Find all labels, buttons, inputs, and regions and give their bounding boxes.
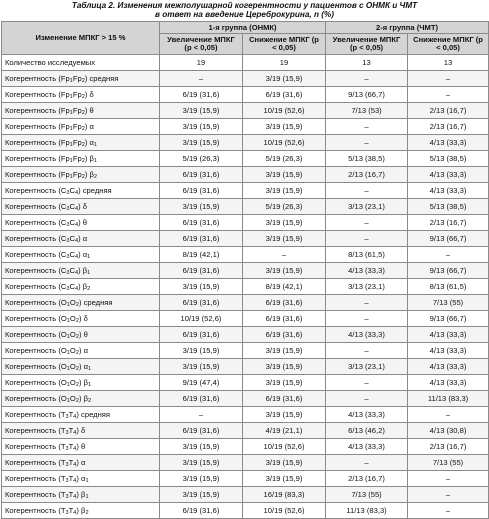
table-cell: – bbox=[408, 71, 489, 87]
row-label: Когерентность $(O_1O_2)$ α bbox=[2, 343, 160, 359]
table-row bbox=[2, 423, 489, 439]
row-label: Когерентность $(C_3C_4)$ δ bbox=[2, 199, 160, 215]
table-cell: 4/13 (33,3) bbox=[326, 439, 408, 455]
table-cell: – bbox=[408, 407, 489, 423]
table-row bbox=[2, 183, 489, 199]
row-label: Когерентность $(Fp_1Fp_2)$ $\beta_2$ bbox=[2, 167, 160, 183]
table-cell: – bbox=[408, 487, 489, 503]
table-cell: 5/13 (38,5) bbox=[326, 151, 408, 167]
table-cell: 3/19 (15,9) bbox=[160, 439, 243, 455]
table-row bbox=[2, 119, 489, 135]
table-cell: 6/19 (31,6) bbox=[160, 183, 243, 199]
table-cell: – bbox=[326, 231, 408, 247]
table-cell: 5/19 (26,3) bbox=[160, 151, 243, 167]
table-cell: – bbox=[326, 183, 408, 199]
table-cell: 6/19 (31,6) bbox=[160, 423, 243, 439]
table-cell: 6/19 (31,6) bbox=[243, 327, 326, 343]
table-cell: 3/19 (15,9) bbox=[243, 455, 326, 471]
row-label: Когерентность $(T_3T_4)$ θ bbox=[2, 439, 160, 455]
table-cell: 9/13 (66,7) bbox=[326, 87, 408, 103]
table-cell: 8/19 (42,1) bbox=[160, 247, 243, 263]
table-cell: 5/13 (38,5) bbox=[408, 199, 489, 215]
row-label: Когерентность $(Fp_1Fp_2)$ δ bbox=[2, 87, 160, 103]
table-row bbox=[2, 487, 489, 503]
table-cell: 19 bbox=[160, 55, 243, 71]
table-row bbox=[2, 135, 489, 151]
table-row bbox=[2, 151, 489, 167]
table-cell: 3/19 (15,9) bbox=[243, 263, 326, 279]
table-cell: 3/19 (15,9) bbox=[243, 471, 326, 487]
table-cell: 5/19 (26,3) bbox=[243, 151, 326, 167]
row-label: Когерентность $(O_1O_2)$ средняя bbox=[2, 295, 160, 311]
table-cell: 3/19 (15,9) bbox=[243, 167, 326, 183]
table-cell: – bbox=[326, 71, 408, 87]
table-row bbox=[2, 71, 489, 87]
header-change-label: Изменение МПКГ > 15 % bbox=[2, 22, 160, 55]
table-cell: – bbox=[326, 135, 408, 151]
row-label: Когерентность $(O_1O_2)$ $\beta_1$ bbox=[2, 375, 160, 391]
caption-line-1: Таблица 2. Изменения межполушарной когерентности у пациентов с ОНМК и ЧМТ bbox=[71, 1, 418, 10]
table-row bbox=[2, 55, 489, 71]
table-cell: 3/19 (15,9) bbox=[243, 359, 326, 375]
row-label: Когерентность $(Fp_1Fp_2)$ средняя bbox=[2, 71, 160, 87]
row-label: Когерентность $(C_3C_4)$ средняя bbox=[2, 183, 160, 199]
table-cell: 5/19 (26,3) bbox=[243, 199, 326, 215]
table-body bbox=[2, 55, 489, 519]
table-cell: 13 bbox=[326, 55, 408, 71]
table-row bbox=[2, 343, 489, 359]
table-cell: 9/13 (66,7) bbox=[408, 231, 489, 247]
table-cell: 4/13 (33,3) bbox=[326, 407, 408, 423]
row-label: Когерентность $(O_1O_2)$ $\alpha_1$ bbox=[2, 359, 160, 375]
row-label: Когерентность $(T_3T_4)$ α bbox=[2, 455, 160, 471]
table-cell: – bbox=[408, 503, 489, 519]
table-cell: 4/13 (33,3) bbox=[326, 263, 408, 279]
table-cell: 7/13 (55) bbox=[408, 295, 489, 311]
table-cell: 6/19 (31,6) bbox=[160, 295, 243, 311]
row-label: Когерентность $(T_3T_4)$ средняя bbox=[2, 407, 160, 423]
row-label: Когерентность $(C_3C_4)$ α bbox=[2, 231, 160, 247]
table-cell: 3/19 (15,9) bbox=[243, 119, 326, 135]
table-cell: – bbox=[408, 87, 489, 103]
table-cell: 13 bbox=[408, 55, 489, 71]
table-cell: 4/19 (21,1) bbox=[243, 423, 326, 439]
table-cell: 9/13 (66,7) bbox=[408, 263, 489, 279]
table-cell: 3/19 (15,9) bbox=[160, 343, 243, 359]
row-label: Когерентность $(O_1O_2)$ θ bbox=[2, 327, 160, 343]
table-cell: 16/19 (83,3) bbox=[243, 487, 326, 503]
row-label: Количество исследуемых bbox=[2, 55, 160, 71]
table-cell: 2/13 (16,7) bbox=[326, 471, 408, 487]
table-row bbox=[2, 215, 489, 231]
table-cell: 3/19 (15,9) bbox=[160, 471, 243, 487]
table-row bbox=[2, 391, 489, 407]
table-cell: 6/19 (31,6) bbox=[243, 391, 326, 407]
table-row bbox=[2, 359, 489, 375]
row-label: Когерентность $(C_3C_4)$ $\alpha_1$ bbox=[2, 247, 160, 263]
table-cell: 3/13 (23,1) bbox=[326, 199, 408, 215]
table-row bbox=[2, 231, 489, 247]
row-label: Когерентность $(C_3C_4)$ $\beta_2$ bbox=[2, 279, 160, 295]
table-row bbox=[2, 103, 489, 119]
row-label: Когерентность $(Fp_1Fp_2)$ $\alpha_1$ bbox=[2, 135, 160, 151]
table-cell: 4/13 (33,3) bbox=[408, 343, 489, 359]
table-cell: 10/19 (52,6) bbox=[243, 135, 326, 151]
table-cell: – bbox=[408, 247, 489, 263]
table-cell: 11/13 (83,3) bbox=[326, 503, 408, 519]
table-cell: 2/13 (16,7) bbox=[408, 439, 489, 455]
table-row bbox=[2, 199, 489, 215]
table-row bbox=[2, 375, 489, 391]
row-label: Когерентность $(Fp_1Fp_2)$ α bbox=[2, 119, 160, 135]
table-cell: 8/13 (61,5) bbox=[326, 247, 408, 263]
table-cell: 2/13 (16,7) bbox=[408, 103, 489, 119]
table-cell: 4/13 (33,3) bbox=[408, 183, 489, 199]
table-cell: 4/13 (33,3) bbox=[408, 327, 489, 343]
table-row bbox=[2, 295, 489, 311]
row-label: Когерентность $(Fp_1Fp_2)$ $\beta_1$ bbox=[2, 151, 160, 167]
header-group-2: 2-я группа (ЧМТ) bbox=[326, 22, 489, 34]
row-label: Когерентность $(T_3T_4)$ δ bbox=[2, 423, 160, 439]
table-cell: – bbox=[326, 119, 408, 135]
table-cell: 2/13 (16,7) bbox=[326, 167, 408, 183]
header-g2-increase: Увеличение МПКГ (p < 0,05) bbox=[326, 34, 408, 55]
table-row bbox=[2, 279, 489, 295]
table-row bbox=[2, 407, 489, 423]
table-cell: 3/19 (15,9) bbox=[160, 279, 243, 295]
row-label: Когерентность $(O_1O_2)$ δ bbox=[2, 311, 160, 327]
table-cell: 6/19 (31,6) bbox=[160, 327, 243, 343]
row-label: Когерентность $(C_3C_4)$ θ bbox=[2, 215, 160, 231]
table-cell: 4/13 (33,3) bbox=[408, 375, 489, 391]
table-cell: 4/13 (30,8) bbox=[408, 423, 489, 439]
table-row bbox=[2, 247, 489, 263]
table-cell: – bbox=[326, 311, 408, 327]
table-cell: 2/13 (16,7) bbox=[408, 215, 489, 231]
table-cell: – bbox=[160, 71, 243, 87]
table-cell: 10/19 (52,6) bbox=[160, 311, 243, 327]
table-cell: 3/19 (15,9) bbox=[243, 407, 326, 423]
table-cell: 3/19 (15,9) bbox=[160, 455, 243, 471]
table-header bbox=[2, 22, 489, 55]
table-cell: 10/19 (52,6) bbox=[243, 439, 326, 455]
table-cell: 3/19 (15,9) bbox=[160, 119, 243, 135]
table-cell: 6/19 (31,6) bbox=[160, 391, 243, 407]
header-g2-decrease: Снижение МПКГ (p < 0,05) bbox=[408, 34, 489, 55]
table-cell: 3/19 (15,9) bbox=[160, 199, 243, 215]
table-cell: – bbox=[160, 407, 243, 423]
table-row bbox=[2, 455, 489, 471]
row-label: Когерентность $(Fp_1Fp_2)$ θ bbox=[2, 103, 160, 119]
table-cell: – bbox=[243, 247, 326, 263]
table-cell: 2/13 (16,7) bbox=[408, 119, 489, 135]
table-cell: 4/13 (33,3) bbox=[326, 327, 408, 343]
table-cell: 6/19 (31,6) bbox=[243, 295, 326, 311]
table-cell: 4/13 (33,3) bbox=[408, 135, 489, 151]
table-cell: 3/19 (15,9) bbox=[243, 183, 326, 199]
table-cell: 7/13 (55) bbox=[326, 487, 408, 503]
table-cell: 8/13 (61,5) bbox=[408, 279, 489, 295]
table-cell: 3/19 (15,9) bbox=[160, 359, 243, 375]
table-cell: 3/19 (15,9) bbox=[160, 487, 243, 503]
row-label: Когерентность $(C_3C_4)$ $\beta_1$ bbox=[2, 263, 160, 279]
header-g1-increase: Увеличение МПКГ (p < 0,05) bbox=[160, 34, 243, 55]
table-cell: – bbox=[326, 391, 408, 407]
table-cell: 9/13 (66,7) bbox=[408, 311, 489, 327]
table-cell: – bbox=[326, 343, 408, 359]
table-cell: 6/19 (31,6) bbox=[160, 87, 243, 103]
table-cell: 3/19 (15,9) bbox=[243, 71, 326, 87]
table-cell: – bbox=[326, 375, 408, 391]
table-cell: 11/13 (83,3) bbox=[408, 391, 489, 407]
header-group-1: 1-я группа (ОНМК) bbox=[160, 22, 326, 34]
table-cell: 8/19 (42,1) bbox=[243, 279, 326, 295]
row-label: Когерентность $(T_3T_4)$ $\beta_2$ bbox=[2, 503, 160, 519]
table-cell: 3/19 (15,9) bbox=[160, 135, 243, 151]
table-row bbox=[2, 327, 489, 343]
table-cell: 19 bbox=[243, 55, 326, 71]
table-cell: – bbox=[326, 215, 408, 231]
table-cell: 7/13 (55) bbox=[408, 455, 489, 471]
coherence-table bbox=[1, 21, 489, 519]
table-cell: 9/19 (47,4) bbox=[160, 375, 243, 391]
caption-line-2: в ответ на введение Цереброкурина, n (%) bbox=[155, 10, 334, 19]
row-label: Когерентность $(T_3T_4)$ $\alpha_1$ bbox=[2, 471, 160, 487]
table-cell: 10/19 (52,6) bbox=[243, 503, 326, 519]
table-cell: 6/13 (46,2) bbox=[326, 423, 408, 439]
table-cell: 3/19 (15,9) bbox=[243, 343, 326, 359]
table-row bbox=[2, 167, 489, 183]
table-caption bbox=[0, 0, 489, 21]
table-cell: – bbox=[408, 471, 489, 487]
table-cell: 6/19 (31,6) bbox=[160, 503, 243, 519]
table-cell: 3/13 (23,1) bbox=[326, 359, 408, 375]
table-cell: 3/19 (15,9) bbox=[243, 375, 326, 391]
table-cell: 3/13 (23,1) bbox=[326, 279, 408, 295]
table-cell: 6/19 (31,6) bbox=[243, 311, 326, 327]
table-cell: 4/13 (33,3) bbox=[408, 359, 489, 375]
header-g1-decrease: Снижение МПКГ (p < 0,05) bbox=[243, 34, 326, 55]
table-cell: 6/19 (31,6) bbox=[160, 231, 243, 247]
table-cell: 6/19 (31,6) bbox=[160, 215, 243, 231]
table-row bbox=[2, 439, 489, 455]
table-row bbox=[2, 263, 489, 279]
table-cell: 7/13 (53) bbox=[326, 103, 408, 119]
table-cell: – bbox=[326, 295, 408, 311]
table-cell: 6/19 (31,6) bbox=[160, 167, 243, 183]
row-label: Когерентность $(T_3T_4)$ $\beta_1$ bbox=[2, 487, 160, 503]
table-cell: 3/19 (15,9) bbox=[243, 231, 326, 247]
table-cell: – bbox=[326, 455, 408, 471]
row-label: Когерентность $(O_1O_2)$ $\beta_2$ bbox=[2, 391, 160, 407]
table-cell: 3/19 (15,9) bbox=[160, 103, 243, 119]
table-cell: 10/19 (52,6) bbox=[243, 103, 326, 119]
table-row bbox=[2, 87, 489, 103]
table-row bbox=[2, 471, 489, 487]
table-row bbox=[2, 503, 489, 519]
table-cell: 6/19 (31,6) bbox=[243, 87, 326, 103]
table-cell: 3/19 (15,9) bbox=[243, 215, 326, 231]
table-cell: 5/13 (38,5) bbox=[408, 151, 489, 167]
table-cell: 6/19 (31,6) bbox=[160, 263, 243, 279]
table-cell: 4/13 (33,3) bbox=[408, 167, 489, 183]
table-row bbox=[2, 311, 489, 327]
